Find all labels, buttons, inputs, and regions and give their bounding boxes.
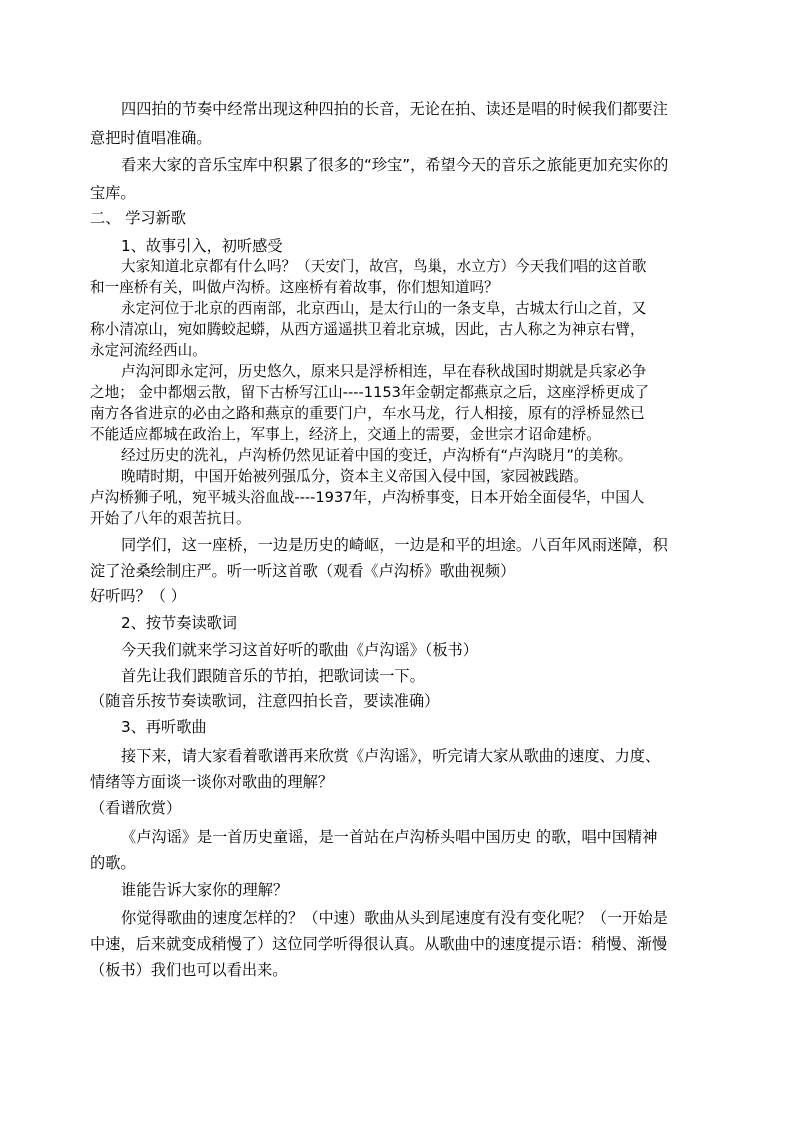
paragraph-line: 淀了沧桑绘制庄严。听一听这首歌（观看《卢沟桥》歌曲视频） [90, 562, 516, 580]
paragraph-line: 卢沟河即永定河，历史悠久，原来只是浮桥相连，早在春秋战国时期就是兵家必争 [121, 363, 647, 380]
paragraph-line: 首先让我们跟随音乐的节拍，把歌词读一下。 [121, 667, 425, 685]
paragraph-line: 之地； 金中都烟云散，留下古桥写江山----1153年金朝定都燕京之后，这座浮桥更成了 [90, 384, 650, 401]
paragraph-line: 今天我们就来学习这首好听的歌曲《卢沟谣》（板书） [121, 641, 478, 659]
paragraph-line: （板书）我们也可以看出来。 [90, 961, 288, 979]
paragraph-line: 开始了八年的艰苦抗日。 [90, 510, 251, 527]
paragraph-line: 谁能告诉大家你的理解？ [121, 881, 289, 899]
paragraph-line: 意把时值唱准确。 [90, 129, 212, 147]
subsection-heading: 3、再听歌曲 [121, 718, 207, 736]
paragraph-line: 称小清凉山，宛如腾蛟起蟒，从西方遥遥拱卫着北京城，因此，古人称之为神京右臂， [90, 321, 645, 338]
paragraph-line: 你觉得歌曲的速度怎样的？（中速）歌曲从头到尾速度有没有变化呢？（一开始是 [121, 909, 668, 927]
paragraph-line: 看来大家的音乐宝库中积累了很多的“珍宝”，希望今天的音乐之旅能更加充实你的 [121, 156, 669, 174]
paragraph-line: 卢沟桥狮子吼，宛平城头浴血战----1937年，卢沟桥事变，日本开始全面侵华，中国人 [90, 489, 645, 506]
paragraph-line: 和一座桥有关，叫做卢沟桥。这座桥有着故事，你们想知道吗？ [90, 279, 499, 296]
paragraph-line: 中速，后来就变成稍慢了）这位同学听得很认真。从歌曲中的速度提示语：稍慢、渐慢 [90, 935, 668, 953]
paragraph-line: 不能适应都城在政治上，军事上，经济上，交通上的需要，金世宗才诏命建桥。 [90, 426, 601, 443]
paragraph-line: 大家知道北京都有什么吗？（天安门，故宫，鸟巢，水立方）今天我们唱的这首歌 [121, 258, 647, 275]
paragraph-line: 好听吗？（ ） [90, 587, 186, 605]
paragraph-line: 的歌。 [90, 854, 136, 872]
paragraph-line: 晚晴时期，中国开始被列强瓜分，资本主义帝国入侵中国，家园被践踏。 [121, 468, 589, 485]
paragraph-line: 南方各省进京的必由之路和燕京的重要门户，车水马龙，行人相接，原有的浮桥显然已 [90, 405, 645, 422]
paragraph-line: 四四拍的节奏中经常出现这种四拍的长音，无论在拍、读还是唱的时候我们都要注 [121, 100, 668, 118]
paragraph-line: 永定河流经西山。 [90, 342, 207, 359]
paragraph-line: 接下来，请大家看着歌谱再来欣赏《卢沟谣》，听完请大家从歌曲的速度、力度、 [121, 747, 661, 765]
paragraph-line: 永定河位于北京的西南部，北京西山，是太行山的一条支阜，古城太行山之首，又 [121, 300, 647, 317]
paragraph-line: 同学们，这一座桥，一边是历史的崎岖，一边是和平的坦途。八百年风雨迷障，积 [121, 536, 668, 554]
paragraph-line: （看谱欣赏） [90, 799, 182, 817]
section-heading: 二、 学习新歌 [90, 209, 186, 227]
paragraph-line: 宝库。 [90, 184, 136, 202]
paragraph-line: 经过历史的洗礼，卢沟桥仍然见证着中国的变迁，卢沟桥有“卢沟晓月”的美称。 [121, 447, 633, 464]
paragraph-line: 《卢沟谣》是一首历史童谣，是一首站在卢沟桥头唱中国历史 的歌，唱中国精神 [121, 828, 658, 846]
paragraph-line: （随音乐按节奏读歌词，注意四拍长音，要读准确） [90, 692, 440, 710]
subsection-heading: 2、按节奏读歌词 [121, 614, 237, 632]
subsection-heading: 1、故事引入，初听感受 [121, 237, 283, 255]
paragraph-line: 情绪等方面谈一谈你对歌曲的理解？ [90, 773, 333, 791]
